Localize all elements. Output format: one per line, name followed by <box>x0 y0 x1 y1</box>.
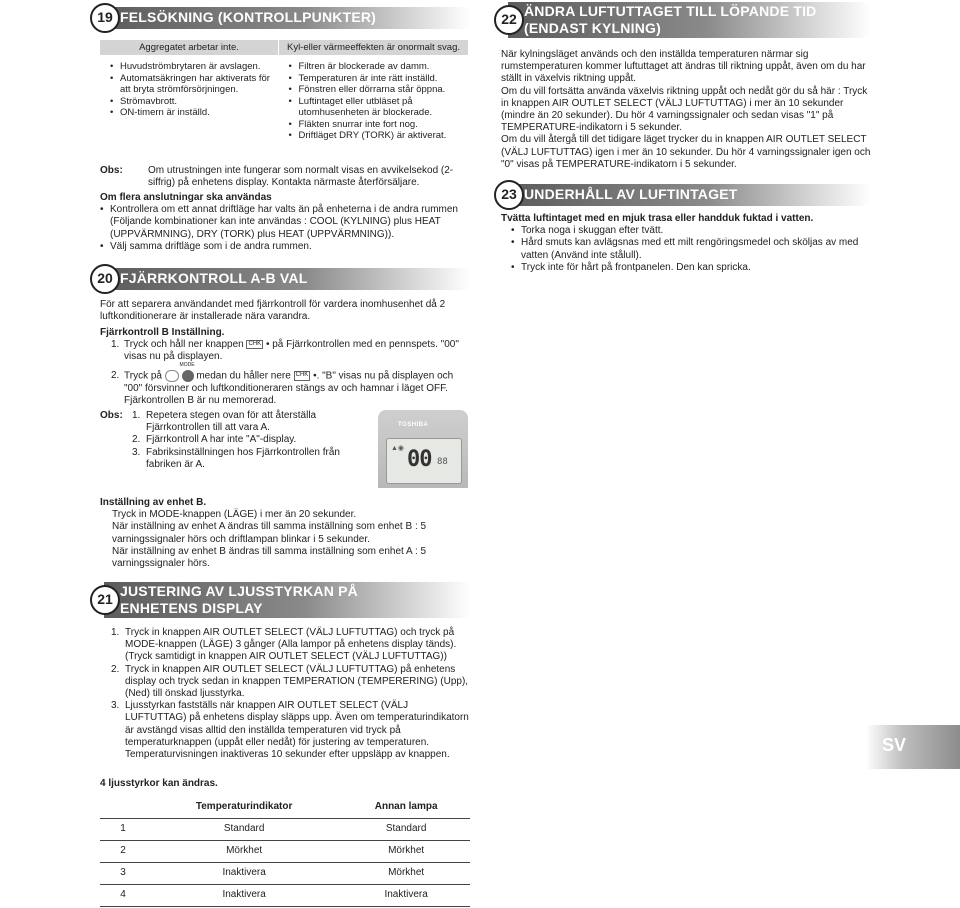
multi-title: Om flera anslutningar ska användas <box>100 192 272 203</box>
s22-body <box>501 49 871 171</box>
chk-button-icon: CHK <box>246 340 263 349</box>
title-line-1: JUSTERING AV LJUSSTYRKAN PÅ <box>120 583 358 599</box>
obs-label: Obs: <box>100 165 123 176</box>
step-number: 3. <box>132 446 141 458</box>
section-20-header <box>90 264 470 294</box>
chk-button-icon: CHK <box>294 371 311 380</box>
table-cell: 1 <box>100 819 146 841</box>
table-cell: 3 <box>100 863 146 885</box>
table-cell: Mörkhet <box>342 841 470 863</box>
remote-lcd <box>386 438 462 484</box>
unit-b-line: När inställning av enhet B ändras till samma inställning som enhet A : 5 varningssignaler hörs. <box>112 545 427 569</box>
remote-lcd-mode-icon: ▲◉ <box>391 445 405 452</box>
list-item: • Luftintaget eller utbläset på utomhusenheten är blockerade. <box>289 96 465 119</box>
weak-effect-list <box>289 61 465 142</box>
not-working-list <box>110 61 275 119</box>
unit-b-setting <box>100 497 470 570</box>
s22-paragraph: Om du vill återgå till det tidigare läget trycker du in knappen AIR OUTLET SELECT (VÄLJ LUFTUTTAG) igen i mer än 10 sekunder. Du hör 4 varningssignaler igen och "0" visas på TEMPERATURE-indikatorn i 5 sekunder. <box>501 134 871 170</box>
list-item: • Torka noga i skuggan efter tvätt. <box>511 225 871 237</box>
list-item: • Temperaturen är inte rätt inställd. <box>289 73 465 85</box>
section-number: 19 <box>90 3 120 33</box>
step2-text-a: Tryck på <box>124 370 162 382</box>
list-item: • Kontrollera om ett annat driftläge har valts än på enheterna i de andra rummen (Följande kombinationer kan inte användas : COOL (KYLNING) plus HEAT (UPPVÄRMNING), DRY (TORK) plus HEAT (UPPVÄRMNING)). <box>100 204 472 241</box>
section-22-header <box>494 2 870 38</box>
list-item: • Tryck inte för hårt på frontpanelen. Den kan spricka. <box>511 262 871 274</box>
section-title: FJÄRRKONTROLL A-B VAL <box>120 270 308 287</box>
step-number: 2. <box>111 663 120 675</box>
s22-paragraph: När kylningsläget används och den inställda temperaturen närmar sig rumstemperaturen kommer luftuttaget att ändras till riktning uppåt, även om du har ställt in växelvis riktning uppåt. <box>501 49 866 85</box>
levels-note: 4 ljusstyrkor kan ändras. <box>100 778 218 789</box>
s23-list <box>511 225 871 274</box>
table-cell: Standard <box>342 819 470 841</box>
step-text: Tryck in knappen AIR OUTLET SELECT (VÄLJ LUFTUTTAG) på enhetens display och tryck sedan in knappen TEMPERATION (TEMPERERING) (Upp), (Ned) till önskad ljusstyrka. <box>125 663 469 699</box>
table-cell: 2 <box>100 841 146 863</box>
unit-b-title: Inställning av enhet B. <box>100 497 207 508</box>
list-item: • Huvudströmbrytaren är avslagen. <box>110 61 275 73</box>
section-number: 22 <box>494 5 524 35</box>
multi-connection-block <box>100 192 472 253</box>
bullet-icon: • <box>265 339 270 350</box>
col-head-weak-effect: Kyl-eller värmeeffekten är onormalt svag. <box>279 40 469 55</box>
table-cell: 4 <box>100 885 146 907</box>
step-number: 3. <box>111 700 120 712</box>
section-number: 20 <box>90 264 120 294</box>
step-number: 1. <box>111 627 120 638</box>
multi-list <box>100 204 472 253</box>
s22-paragraph: Om du vill fortsätta använda växelvis riktning uppåt och nedåt gör du så här : Tryck in knappen AIR OUTLET SELECT (VÄLJ LUFTUTTAG) i mer än 10 sekunder (mindre än 20 sekunder). Du hör 4 varningssignaler och sedan visas "1" på TEMPERATURE-indikatorn i 5 sekunder. <box>501 85 868 134</box>
list-item: • ON-timern är inställd. <box>110 107 275 119</box>
table-row <box>100 885 470 907</box>
step-text: Fjärrkontroll A har inte "A"-display. <box>146 434 297 446</box>
s20-obs <box>100 410 360 471</box>
col2-cell <box>279 55 469 142</box>
s19-obs <box>100 165 470 189</box>
step-text <box>124 362 470 407</box>
step-text: Ljusstyrkan fastställs när knappen AIR OUTLET SELECT (VÄLJ LUFTUTTAG) på enhetens display släpps upp. Även om temperaturindikatorn är avstängd visas alltid den inställda temperaturen vid tryck på temperaturknappen (uppåt eller nedåt) för justering av temperaturen. Temperaturvisningen inaktiveras 10 sekunder efter uppsläpp av knappen. <box>125 700 469 760</box>
list-item: • Hård smuts kan avlägsnas med ett milt rengöringsmedel och sköljas av med vatten (Använd inte stålull). <box>511 237 871 261</box>
list-item: • Välj samma driftläge som i de andra rummen. <box>100 241 472 253</box>
step1-text-a: Tryck och håll ner knappen <box>124 339 244 350</box>
table-cell: Inaktivera <box>342 885 470 907</box>
troubleshooting-table <box>100 40 469 142</box>
table-column-header <box>100 797 146 819</box>
s20-step-2 <box>100 362 470 407</box>
list-item: • Fönstren eller dörrarna står öppna. <box>289 84 465 96</box>
list-item: • Filtren är blockerade av damm. <box>289 61 465 73</box>
obs-text: Om utrustningen inte fungerar som normalt visas en avvikelsekod (2-siffrig) på enhetens display. Kontakta närmaste återförsäljare. <box>148 165 454 189</box>
unit-b-text <box>112 509 470 570</box>
obs-step <box>132 434 360 446</box>
step-number: 1. <box>111 339 120 350</box>
list-item: • Fläkten snurrar inte fort nog. <box>289 119 465 131</box>
language-tab <box>866 725 960 769</box>
pen-icon <box>165 370 179 382</box>
remote-lcd-digits: 00 <box>407 447 432 472</box>
title-line-2: ENHETENS DISPLAY <box>120 600 263 616</box>
title-line-1: ÄNDRA LUFTUTTAGET TILL LÖPANDE TID <box>524 3 817 19</box>
step-text: Fabriksinställningen hos Fjärrkontrollen från fabriken är A. <box>146 446 340 470</box>
brightness-step <box>111 627 469 664</box>
table-body <box>100 819 470 907</box>
brightness-step <box>111 700 469 761</box>
obs-step <box>132 410 360 434</box>
table-row <box>100 841 470 863</box>
table-cell: Inaktivera <box>146 863 342 885</box>
list-item: • Driftläget DRY (TORK) är aktiverat. <box>289 130 465 142</box>
table-cell: Mörkhet <box>146 841 342 863</box>
obs-step <box>132 447 360 471</box>
list-item: • Automatsäkringen har aktiverats för att bryta strömförsörjningen. <box>110 73 275 96</box>
step2-text-b: medan du håller nere <box>196 370 291 382</box>
obs-steps <box>132 410 360 471</box>
remote-control-image <box>378 410 468 488</box>
col-head-not-working: Aggregatet arbetar inte. <box>100 40 279 55</box>
section-19-header <box>90 3 470 33</box>
language-tab-label: SV <box>882 735 907 755</box>
table-cell: Mörkhet <box>342 863 470 885</box>
table-cell: Inaktivera <box>146 885 342 907</box>
s23-body <box>501 213 871 274</box>
step-text: Tryck in knappen AIR OUTLET SELECT (VÄLJ LUFTUTTAG) och tryck på MODE-knappen (LÄGE) 3 gånger (Alla lampor på enhetens display tänds). (Tryck samtidigt in knappen AIR OUTLET SELECT (VÄLJ LUFTUTTAG)) <box>125 627 457 663</box>
section-number: 23 <box>494 180 524 210</box>
section-21-header <box>90 582 470 618</box>
step-text: Repetera stegen ovan för att återställa Fjärrkontrollen till att vara A. <box>146 410 317 434</box>
step2-text-c: . "B" visas nu på displayen och "00" försvinner och luftkonditioneraren stängs av och hamnar i läget OFF. Fjärkontrollen B är nu memorerad. <box>124 370 454 407</box>
step1-text-b: på Fjärrkontrollen med en pennspets. "00" visas nu på displayen. <box>124 339 459 363</box>
brightness-table <box>100 797 470 907</box>
list-item: • Strömavbrott. <box>110 96 275 108</box>
mode-button-icon <box>179 362 195 382</box>
section-23-header <box>494 180 870 210</box>
brightness-steps <box>111 627 469 761</box>
bullet-icon: • <box>313 370 317 382</box>
obs-label: Obs: <box>100 410 123 421</box>
unit-b-line: När inställning av enhet A ändras till samma inställning som enhet B : 5 varningssignaler hörs och driftlampan blinkar i 5 sekunder. <box>112 521 427 545</box>
title-line-2: (ENDAST KYLNING) <box>524 20 661 36</box>
section-title: UNDERHÅLL AV LUFTINTAGET <box>524 186 738 203</box>
remote-lcd-segments-icon: 88 <box>437 457 448 467</box>
brightness-step <box>111 664 469 701</box>
table-cell: Standard <box>146 819 342 841</box>
step-number: 2. <box>111 370 120 381</box>
unit-b-line: Tryck in MODE-knappen (LÄGE) i mer än 20 sekunder. <box>112 509 357 521</box>
table-header-row <box>100 797 470 819</box>
table-row <box>100 819 470 841</box>
section-number: 21 <box>90 585 120 615</box>
remote-brand: TOSHIBA <box>398 422 429 428</box>
step-text <box>124 339 470 363</box>
table-row <box>100 863 470 885</box>
s20-intro: För att separera användandet med fjärrkontroll för vardera inomhusenhet då 2 luftkonditionerare är installerade nära varandra. <box>100 299 446 323</box>
step-number: 1. <box>132 410 141 421</box>
col1-cell <box>100 55 279 142</box>
mode-label: MODE <box>179 362 195 368</box>
s20-step-1 <box>100 339 470 363</box>
section-title <box>524 3 816 37</box>
section-title: FELSÖKNING (KONTROLLPUNKTER) <box>120 9 377 26</box>
section-title <box>120 583 358 617</box>
table-column-header: Temperaturindikator <box>146 797 342 819</box>
table-column-header: Annan lampa <box>342 797 470 819</box>
s23-lead: Tvätta luftintaget med en mjuk trasa eller handduk fuktad i vatten. <box>501 213 814 224</box>
s20-setting-title: Fjärrkontroll B Inställning. <box>100 327 225 338</box>
step-number: 2. <box>132 434 141 446</box>
